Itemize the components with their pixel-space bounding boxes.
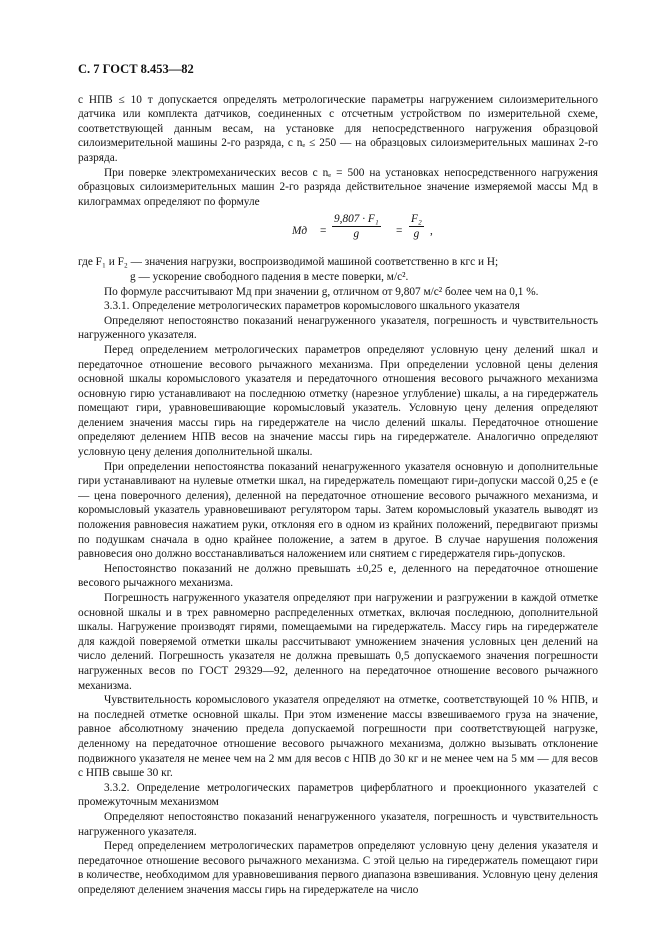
paragraph-instability: При определении непостоянства показаний ненагруженного указателя основную и дополнительные гири устанавливают на нулевые отметки шкал, на гиредержатель помещают гири-допуски массой 0,25 e (e — цена поверочного деления), деленной на передаточное отношение весового рычажного механизма, и коромысловый указатель уравновешивают регулятором тары. Затем коромысловый указатель выводят из положения равновесия нажатием руки, отклоняя его в одном из крайних положений, передвигают призмы по подушкам сначала в одно крайнее положение, а затем в другое. В случае нарушения положения равновесия оно должно восстанавливаться наложением или снятием с гиредержателя гирь-допусков.: [78, 460, 598, 561]
section-3-3-2-heading: 3.3.2. Определение метрологических параметров циферблатного и проекционного указателей с промежуточным механизмом: [78, 781, 598, 809]
fraction-1-denominator: g: [353, 228, 360, 241]
fraction-2-denominator: g: [413, 228, 420, 241]
paragraph-error: Погрешность нагруженного указателя определяют при нагружении и разгружении в каждой отметке основной шкалы и в трех равномерно распределенных отметках, включая последнюю, дополнительной шкалы. Нагружение производят гирями, помещаемыми на гиредержатель. Массу гирь на гиредержателе для каждой поверяемой отметки шкалы рассчитывают умножением значения условных цен делений на число делений. Погрешность указателя не должна превышать 0,5 допускаемого значения погрешности нагруженных весов по ГОСТ 29329—92, деленного на передаточное отношение весового рычажного механизма.: [78, 592, 598, 692]
where-line-1: где F₁ и F₂ — значения нагрузки, воспроизводимой машиной соответственно в кгс и Н;: [78, 256, 499, 269]
document-page: [78, 62, 598, 922]
paragraph-determine-params: Определяют непостоянство показаний ненагруженного указателя, погрешность и чувствительность нагруженного указателя.: [78, 314, 598, 342]
where-line-2: g — ускорение свободного падения в месте поверки, м/с².: [130, 270, 409, 283]
formula-fraction-2: [409, 212, 424, 241]
paragraph-instability-limit: Непостоянство показаний не должно превышать ±0,25 e, деленного на передаточное отношение весового рычажного механизма.: [78, 562, 598, 590]
formula-equals-2: =: [396, 225, 403, 238]
fraction-1-numerator: 9,807 · F₁: [334, 213, 379, 226]
formula-fraction-1: [332, 212, 381, 241]
paragraph-electromechanical: При поверке электромеханических весов с nₑ = 500 на установках непосредственного нагружения образцовых силоизмерительных машин 2-го разряда действительное значение измеряемой массы Mд в килограммах определяют по формуле: [78, 166, 598, 208]
paragraph-sensitivity: Чувствительность коромыслового указателя определяют на отметке, соответствующей 10 % НПВ, и на последней отметке основной шкалы. При этом изменение массы взвешиваемого груза на значение, равное абсолютному значению предела допускаемой погрешности при соответствующей нагрузке, деленному на передаточное отношение весового рычажного механизма, должно вызывать отклонение подвижного указателя не менее чем на 2 мм для весов с НПВ до 30 кг и не менее чем на 5 мм — для весов с НПВ свыше 30 кг.: [78, 694, 598, 780]
formula-comma: ,: [430, 225, 433, 238]
formula-equals: =: [320, 225, 327, 238]
page-header: С. 7 ГОСТ 8.453—82: [78, 62, 194, 76]
paragraph-before-determination-2: Перед определением метрологических параметров определяют условную цену деления указателя и передаточное отношение весового рычажного механизма. С этой целью на гиредержатель помещают гири в количестве, необходимом для уравновешивания первого диапазона взвешивания. Условную цену деления определяют делением значения массы гирь на гиредержателе на число: [78, 840, 598, 896]
paragraph-continuation: с НПВ ≤ 10 т допускается определять метрологические параметры нагружением силоизмерительного датчика или комплекта датчиков, соединенных с отсчетным устройством по измерительной схеме, соответствующей данным весам, на установке для непосредственного нагружения образцовой силоизмерительной машины 2-го разряда, с nₑ ≤ 250 — на образцовых силоизмерительных машинах 2-го разряда.: [78, 93, 598, 164]
paragraph-formula-note: По формуле рассчитывают Mд при значении g, отличном от 9,807 м/с² более чем на 0,1 %.: [104, 285, 539, 298]
fraction-2-numerator: F₂: [411, 213, 422, 226]
paragraph-determine-params-2: Определяют непостоянство показаний ненагруженного указателя, погрешность и чувствительность нагруженного указателя.: [78, 810, 598, 838]
section-3-3-1-heading: 3.3.1. Определение метрологических параметров коромыслового шкального указателя: [104, 300, 520, 313]
formula-lhs: Mд: [292, 225, 308, 238]
paragraph-before-determination: Перед определением метрологических параметров определяют условную цену делений шкал и передаточное отношение весового рычажного механизма. При определении условной цены деления основной шкалы коромыслового указателя и передаточного отношения весового рычажного механизма основную гирю устанавливают на последнюю отметку (нарезное углубление) шкалы, а на гиредержатель помещают гири, уравновешивающие коромысловый указатель. Условную цену деления определяют делением значения массы гирь на гиредержателе на число делений шкалы. Передаточное отношение определяют делением НПВ весов на значение массы гирь на гиредержателе. Аналогично определяют условную цену деления дополнительной шкалы.: [78, 343, 598, 459]
formula-block: [78, 212, 598, 252]
